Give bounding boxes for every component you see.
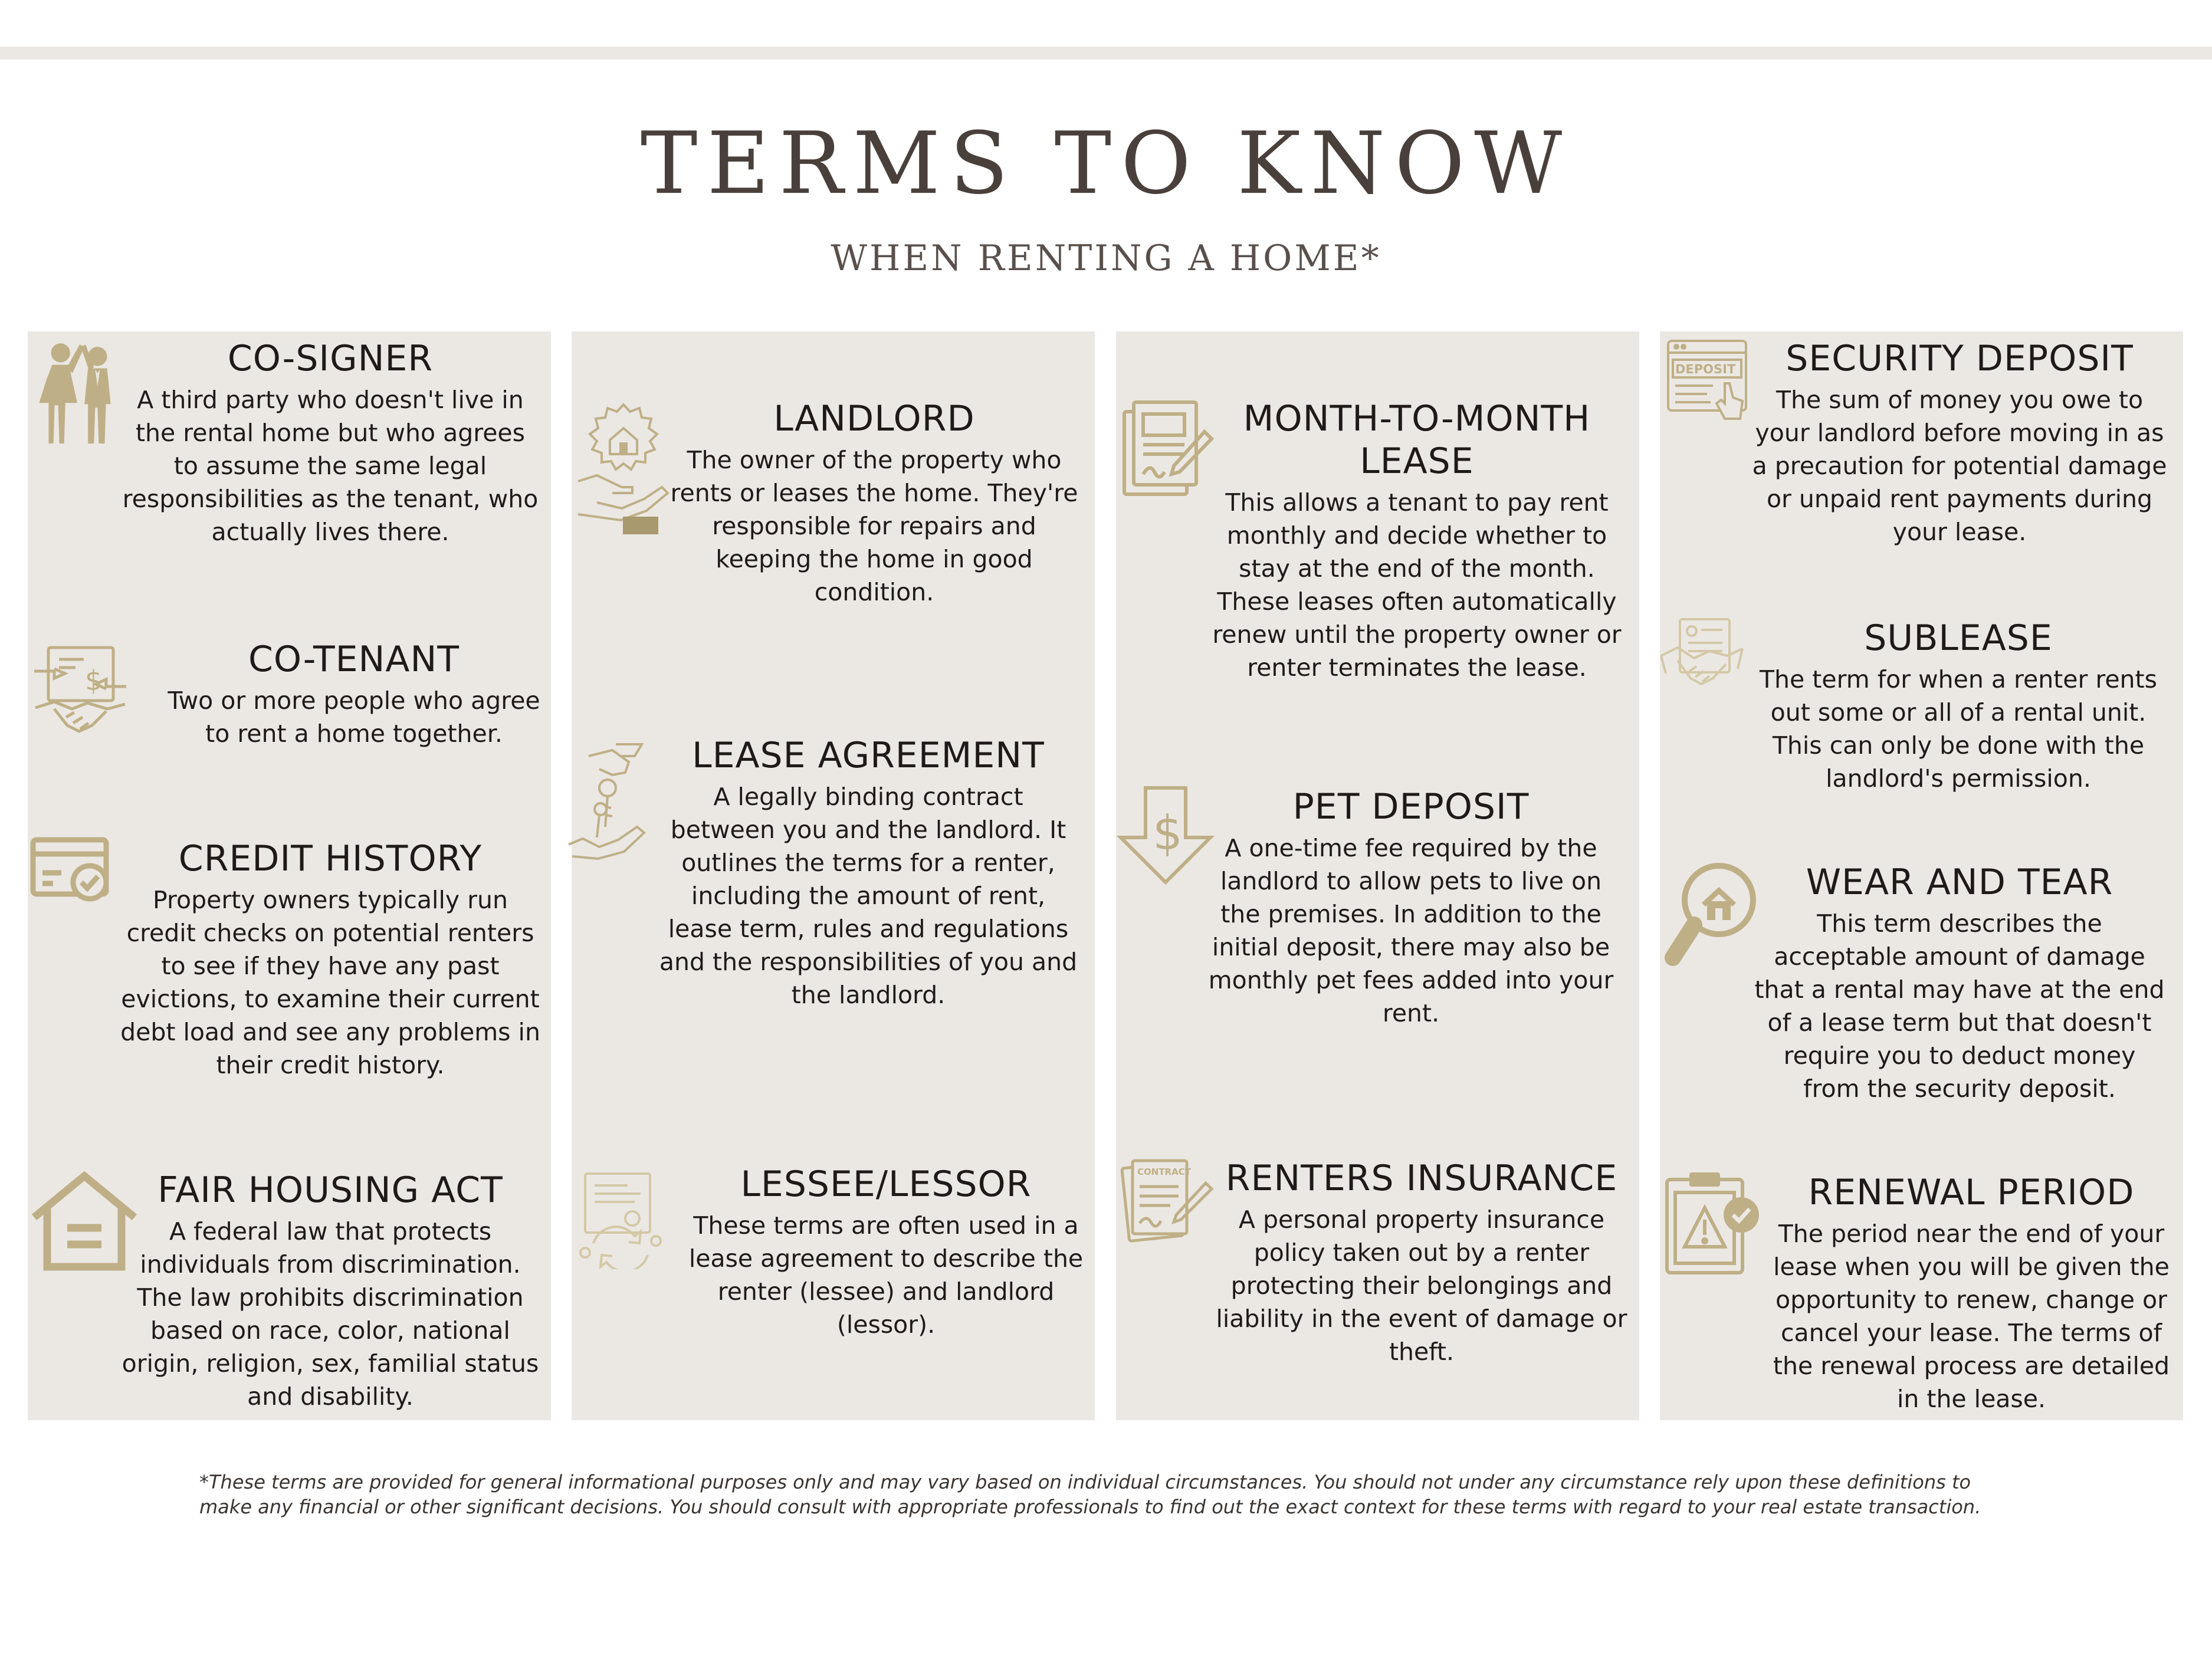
term-title: LESSEE/LESSOR bbox=[740, 1164, 1032, 1205]
term-description: These terms are often used in a lease agreement to describe the renter (lessee) and landlord (lessor). bbox=[688, 1211, 1084, 1339]
term-fair-housing-act bbox=[106, 1169, 554, 1413]
page-title: TERMS TO KNOW bbox=[640, 114, 1572, 213]
term-wear-and-tear bbox=[1735, 861, 2184, 1105]
term-title: CO-TENANT bbox=[248, 639, 460, 680]
term-description: A third party who doesn't live in the rental home but who agrees to assume the same legal responsibilities as the tenant, who actually lives there. bbox=[122, 386, 539, 546]
term-description: A personal property insurance policy taken out by a renter protecting their belongings and liability in the event of damage or theft. bbox=[1216, 1205, 1627, 1366]
svg-text:CONTRACT: CONTRACT bbox=[1137, 1167, 1191, 1177]
term-sublease bbox=[1734, 617, 2183, 795]
term-security-deposit bbox=[1735, 337, 2184, 548]
term-title: WEAR AND TEAR bbox=[1806, 862, 2113, 903]
contract-exchange-icon bbox=[576, 1170, 665, 1269]
term-renters-insurance bbox=[1197, 1157, 1646, 1368]
term-description: The term for when a renter rents out some or all of a rental unit. This can only be done with the landlord's permission. bbox=[1760, 665, 2157, 793]
term-description: The owner of the property who rents or leases the home. They're responsible for repairs and keeping the home in good condition. bbox=[670, 446, 1078, 606]
term-description: The sum of money you owe to your landlord before moving in as a precaution for potential damage or unpaid rent payments during your lease. bbox=[1752, 386, 2167, 546]
credit-card-check-icon bbox=[29, 836, 113, 902]
term-description: Property owners typically run credit checks on potential renters to see if they have any past evictions, to examine their current debt load and see any problems in their credit history. bbox=[120, 886, 540, 1079]
term-description: Two or more people who agree to rent a home together. bbox=[168, 686, 540, 748]
term-description: A federal law that protects individuals from discrimination. The law prohibits discrimination based on race, color, national origin, religion, sex, familial status and disability. bbox=[122, 1217, 539, 1411]
term-description: A legally binding contract between you and the landlord. It outlines the terms for a renter, including the amount of rent, lease term, rules and regulations and the responsibilities of you and the landlord. bbox=[659, 783, 1078, 1009]
term-title: CREDIT HISTORY bbox=[178, 838, 483, 879]
term-landlord bbox=[650, 397, 1098, 609]
term-title: LANDLORD bbox=[773, 398, 975, 439]
handshake-document-icon bbox=[1659, 617, 1745, 702]
footnote-line: make any financial or other significant decisions. You should consult with appropriate professionals to find out the exact context for these terms with regard to your real estate transaction. bbox=[199, 1496, 1981, 1518]
term-pet-deposit bbox=[1187, 786, 1635, 1030]
hand-giving-keys-icon bbox=[565, 738, 654, 862]
top-divider-bar bbox=[0, 47, 2212, 60]
handshake-contract-icon bbox=[31, 643, 130, 742]
term-title: CO-SIGNER bbox=[227, 338, 434, 379]
term-renewal-period bbox=[1747, 1171, 2195, 1415]
term-lessee-lessor bbox=[662, 1163, 1110, 1341]
term-title: SUBLEASE bbox=[1864, 617, 2053, 659]
term-title: SECURITY DEPOSIT bbox=[1786, 338, 2134, 379]
term-month-to-month-lease bbox=[1193, 397, 1641, 684]
term-description: This allows a tenant to pay rent monthly and decide whether to stay at the end of the month. These leases often automatically renew until the property owner or renter terminates the lease. bbox=[1212, 488, 1622, 682]
term-title: RENEWAL PERIOD bbox=[1808, 1172, 2135, 1213]
term-description: This term describes the acceptable amount of damage that a rental may have at the end of a lease term but that doesn't require you to deduct money from the security deposit. bbox=[1754, 909, 2165, 1103]
term-credit-history bbox=[106, 837, 554, 1082]
term-co-tenant bbox=[130, 638, 578, 750]
term-title: LEASE AGREEMENT bbox=[692, 735, 1045, 776]
term-description: The period near the end of your lease when you will be given the opportunity to renew, change or cancel your lease. The terms of the renewal process are detailed in the lease. bbox=[1773, 1220, 2170, 1413]
svg-text:DEPOSIT: DEPOSIT bbox=[1675, 362, 1736, 376]
svg-text:$: $ bbox=[85, 665, 103, 697]
disclaimer-footnote bbox=[199, 1470, 2028, 1519]
term-title: MONTH-TO-MONTH bbox=[1243, 398, 1591, 439]
term-title: RENTERS INSURANCE bbox=[1225, 1158, 1618, 1199]
footnote-line: *These terms are provided for general informational purposes only and may vary based on individual circumstances. You should not under any circumstance rely upon these definitions to bbox=[199, 1471, 1971, 1493]
term-description: A one-time fee required by the landlord to allow pets to live on the premises. In addition to the initial deposit, there may also be monthly pet fees added into your rent. bbox=[1208, 834, 1614, 1027]
term-title: PET DEPOSIT bbox=[1292, 786, 1530, 827]
term-co-signer bbox=[106, 337, 554, 548]
svg-text:$: $ bbox=[1153, 806, 1183, 860]
term-lease-agreement bbox=[644, 734, 1092, 1011]
term-title: FAIR HOUSING ACT bbox=[157, 1169, 503, 1211]
term-title-line-2: LEASE bbox=[1360, 441, 1474, 482]
page-subtitle: WHEN RENTING A HOME* bbox=[831, 238, 1381, 279]
